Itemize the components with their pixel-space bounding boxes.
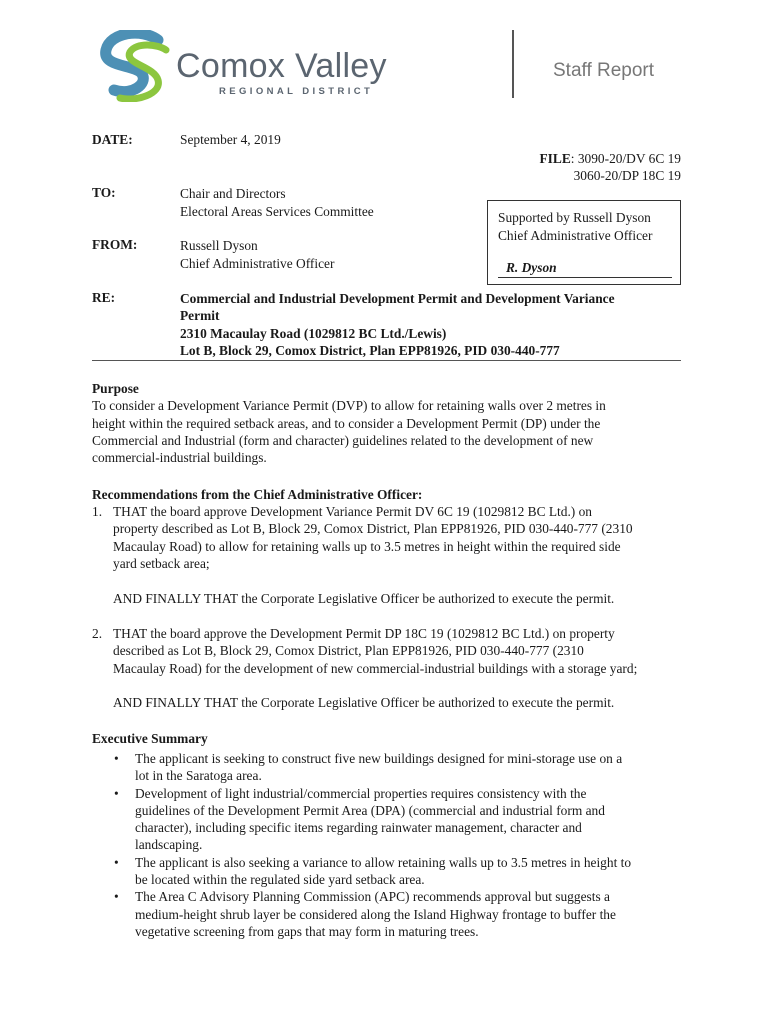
- recommendation-line: described as Lot B, Block 29, Comox District, Plan EPP81926, PID 030-440-777 (2310: [113, 643, 584, 659]
- re-line-4: Lot B, Block 29, Comox District, Plan EPP81926, PID 030-440-777: [180, 342, 560, 358]
- recommendation-1: [92, 503, 682, 572]
- from-line-2: Chief Administrative Officer: [180, 255, 335, 271]
- re-line-2: Permit: [180, 308, 220, 324]
- re-subject: [180, 290, 615, 359]
- bullet-line: character), including specific items regarding rainwater management, character and: [135, 820, 582, 836]
- bullet-line: medium-height shrub layer be considered along the Island Highway frontage to buffer the: [135, 906, 616, 922]
- bullet-line: vegetative screening from gaps that may form in maturing trees.: [135, 923, 479, 939]
- bullet-line: The applicant is seeking to construct five new buildings designed for mini-storage use on a: [135, 751, 623, 766]
- file-line-2: 3060-20/DP 18C 19: [573, 168, 681, 183]
- support-line-2: Chief Administrative Officer: [498, 228, 653, 243]
- bullet-line: The applicant is also seeking a variance to allow retaining walls up to 3.5 metres in height to: [135, 854, 632, 870]
- file-line-1: : 3090-20/DV 6C 19: [570, 151, 681, 166]
- summary-heading: Executive Summary: [92, 731, 208, 746]
- to-line-1: Chair and Directors: [180, 186, 286, 201]
- bullet-icon: •: [114, 854, 119, 870]
- summary-bullets: [92, 750, 682, 940]
- logo-org-name: Comox Valley: [176, 47, 387, 85]
- from-label: FROM:: [92, 237, 138, 252]
- recommendation-line: THAT the board approve the Development Permit DP 18C 19 (1029812 BC Ltd.) on property: [113, 626, 615, 641]
- recommendation-2-finally: AND FINALLY THAT the Corporate Legislative Officer be authorized to execute the permit.: [113, 695, 615, 710]
- from-line-1: Russell Dyson: [180, 238, 258, 253]
- cvrd-logo-icon: [96, 30, 176, 102]
- document-type: Staff Report: [553, 60, 655, 81]
- date-label: DATE:: [92, 132, 133, 147]
- bullet-icon: •: [114, 889, 119, 905]
- recommendation-line: Macaulay Road) to allow for retaining walls up to 3.5 metres in height within the required side: [113, 538, 621, 554]
- bullet-line: landscaping.: [135, 837, 203, 853]
- re-label: RE:: [92, 290, 116, 305]
- summary-bullet: [92, 750, 682, 785]
- re-line-3: 2310 Macaulay Road (1029812 BC Ltd./Lewis): [180, 325, 447, 341]
- bullet-line: be located within the regulated side yard setback area.: [135, 872, 425, 888]
- re-line-1: Commercial and Industrial Development Permit and Development Variance: [180, 291, 615, 306]
- recommendation-1-finally: AND FINALLY THAT the Corporate Legislative Officer be authorized to execute the permit.: [113, 591, 615, 606]
- bullet-icon: •: [114, 785, 119, 801]
- support-box: [487, 200, 681, 285]
- purpose-heading: Purpose: [92, 381, 139, 396]
- bullet-line: Development of light industrial/commercial properties requires consistency with the: [135, 785, 587, 801]
- support-line-1: Supported by Russell Dyson: [498, 210, 651, 225]
- purpose-section: [92, 380, 682, 466]
- recommendation-line: property described as Lot B, Block 29, Comox District, Plan EPP81926, PID 030-440-777 (2310: [113, 521, 633, 537]
- recommendation-number: 2.: [92, 626, 103, 641]
- summary-bullet: [92, 888, 682, 940]
- date-value: September 4, 2019: [180, 132, 281, 147]
- recommendations-heading: Recommendations from the Chief Administrative Officer:: [92, 487, 423, 502]
- recommendation-number: 1.: [92, 504, 103, 519]
- header-divider: [512, 30, 514, 98]
- to-value: [180, 185, 374, 220]
- summary-bullet: [92, 785, 682, 854]
- purpose-line: Commercial and Industrial (form and character) guidelines related to the development of new: [92, 432, 594, 448]
- cao-signature: R. Dyson: [498, 259, 672, 278]
- purpose-line: To consider a Development Variance Permit (DVP) to allow for retaining walls over 2 metres in: [92, 398, 606, 414]
- purpose-line: height within the required setback areas, and to consider a Development Permit (DP) under the: [92, 415, 601, 431]
- to-line-2: Electoral Areas Services Committee: [180, 203, 374, 219]
- recommendation-line: THAT the board approve Development Variance Permit DV 6C 19 (1029812 BC Ltd.) on: [113, 504, 593, 519]
- bullet-line: guidelines of the Development Permit Area (DPA) (commercial and industrial form and: [135, 802, 605, 818]
- bullet-line: The Area C Advisory Planning Commission (APC) recommends approval but suggests a: [135, 889, 610, 905]
- purpose-line: commercial-industrial buildings.: [92, 450, 267, 466]
- recommendation-line: Macaulay Road) for the development of new commercial-industrial buildings with a storage yard;: [113, 660, 638, 676]
- bullet-line: lot in the Saratoga area.: [135, 768, 262, 784]
- from-value: [180, 237, 334, 272]
- summary-bullet: [92, 854, 682, 889]
- file-label: FILE: [539, 151, 571, 166]
- header-separator: [92, 360, 681, 361]
- recommendation-2: [92, 625, 682, 677]
- logo-org-subtitle: REGIONAL DISTRICT: [219, 86, 374, 97]
- recommendation-line: yard setback area;: [113, 555, 210, 571]
- file-numbers: [540, 150, 682, 184]
- bullet-icon: •: [114, 751, 119, 766]
- to-label: TO:: [92, 185, 116, 200]
